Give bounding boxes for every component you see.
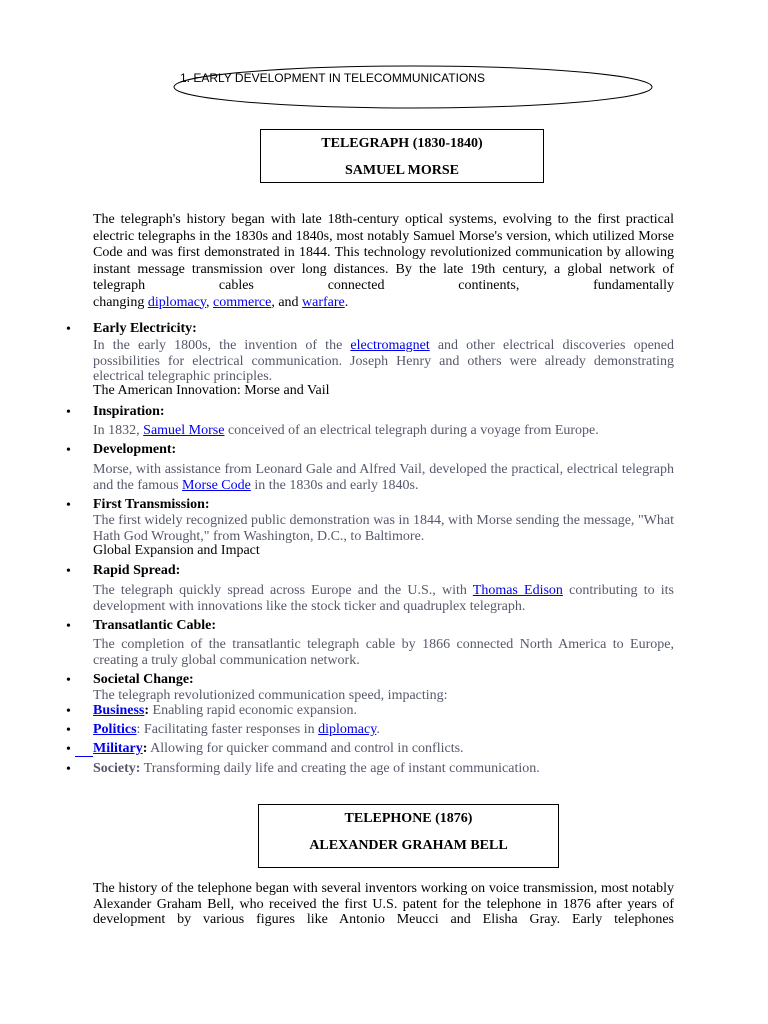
bullet-glyph: •: [66, 619, 71, 634]
rapid-spread-text-a: The telegraph quickly spread across Europe and the U.S., with: [93, 583, 473, 598]
leading-underline: [75, 756, 93, 757]
bullet-title-inspiration: Inspiration:: [93, 404, 165, 419]
period: .: [344, 294, 349, 310]
link-commerce[interactable]: commerce: [213, 294, 272, 310]
bullet-glyph: •: [66, 322, 71, 337]
leading-underline: [75, 722, 93, 738]
sub-bullet-society: [93, 761, 540, 777]
telegraph-title-box: [260, 129, 544, 183]
sep: , and: [271, 294, 303, 310]
telegraph-intro-last-line: [93, 295, 674, 312]
telephone-inventor: ALEXANDER GRAHAM BELL: [309, 838, 508, 853]
link-samuel-morse[interactable]: Samuel Morse: [143, 423, 225, 438]
bullet-title-transatlantic: Transatlantic Cable:: [93, 618, 217, 633]
link-diplomacy[interactable]: diplomacy: [147, 294, 207, 310]
bullet-glyph: •: [66, 443, 71, 458]
telephone-intro-paragraph: The history of the telephone began with several inventors working on voice transmission, most notably Alexander Graham Bell, who received the first U.S. patent for the telephone in 1876 after years of development by various figures like Antonio Meucci and Elisha Gray. Early telephones: [93, 881, 674, 927]
telegraph-intro-changing: changing: [93, 294, 148, 310]
society-label: Society:: [93, 761, 141, 776]
politics-text: : Facilitating faster responses in: [136, 722, 319, 737]
section-heading-oval: [172, 64, 654, 110]
period: .: [376, 722, 380, 737]
colon: :: [142, 741, 148, 756]
telegraph-title: TELEGRAPH (1830-1840): [321, 136, 483, 151]
bullet-glyph: •: [66, 405, 71, 420]
telephone-title-box: [258, 804, 559, 868]
sub-bullet-business: [93, 703, 357, 719]
societal-change-text: The telegraph revolutionized communication speed, impacting:: [93, 688, 448, 703]
development-text-a: Morse, with assistance from Leonard Gale and Alfred Vail, developed the practical, electrical telegraph and the famous: [93, 462, 674, 493]
link-diplomacy-2[interactable]: diplomacy: [318, 722, 377, 737]
inspiration-text-a: In 1832,: [93, 423, 144, 438]
link-military[interactable]: Military: [93, 741, 143, 756]
sub-bullet-military: [93, 741, 464, 757]
telegraph-intro-text: The telegraph's history began with late 18th-century optical systems, evolving to the first practical electric telegraphs in the 1830s and 1840s, most notably Samuel Morse's version, which utilized Morse Code and was first demonstrated in 1844. This technology revolutionized communication by allowing instant message transmission over long distances. By the late 19th century, a global network of telegraph cables connected continents, fundamentally: [93, 212, 674, 293]
rapid-spread-text-b: contributing to its development with innovations like the stock ticker and quadruplex telegraph.: [93, 583, 674, 614]
link-business[interactable]: Business: [93, 703, 145, 718]
bullet-glyph: •: [66, 704, 71, 719]
bullet-title-societal-change: Societal Change:: [93, 672, 194, 687]
early-electricity-text-a: In the early 1800s, the invention of the: [93, 338, 351, 353]
sep: ,: [206, 294, 214, 310]
bullet-glyph: •: [66, 673, 71, 688]
inspiration-text: [93, 423, 599, 439]
subheading-global-expansion: Global Expansion and Impact: [93, 543, 260, 558]
inspiration-text-b: conceived of an electrical telegraph during a voyage from Europe.: [224, 423, 599, 438]
link-politics[interactable]: Politics: [93, 722, 137, 737]
early-electricity-text-b: and other electrical discoveries opened possibilities for electrical communication. Joseph Henry and others were already demonstrating electrical telegraphic principles.: [93, 338, 674, 384]
link-electromagnet[interactable]: electromagnet: [350, 338, 430, 353]
first-transmission-text: The first widely recognized public demonstration was in 1844, with Morse sending the message, "What Hath God Wrought," from Washington, D.C., to Baltimore.: [93, 513, 674, 544]
bullet-title-development: Development:: [93, 442, 177, 457]
telegraph-intro-paragraph: [93, 212, 674, 311]
transatlantic-text: The completion of the transatlantic telegraph cable by 1866 connected North America to Europe, creating a truly global communication network.: [93, 637, 674, 668]
development-text-b: in the 1830s and early 1840s.: [250, 477, 419, 493]
bullet-glyph: •: [66, 723, 71, 738]
link-morse-code[interactable]: Morse Code: [182, 477, 251, 493]
bullet-title-early-electricity: Early Electricity:: [93, 321, 197, 336]
telegraph-inventor: SAMUEL MORSE: [345, 163, 459, 178]
rapid-spread-text: [93, 583, 674, 614]
bullet-glyph: •: [66, 742, 71, 757]
bullet-glyph: •: [66, 498, 71, 513]
colon: :: [144, 703, 150, 718]
link-thomas-edison[interactable]: Thomas Edison: [472, 583, 563, 598]
subheading-american-innovation: The American Innovation: Morse and Vail: [93, 383, 330, 398]
development-text: [93, 462, 674, 493]
business-text: Enabling rapid economic expansion.: [149, 703, 358, 718]
society-text: Transforming daily life and creating the age of instant communication.: [140, 761, 540, 776]
link-warfare[interactable]: warfare: [302, 294, 345, 310]
section-heading: 1. EARLY DEVELOPMENT IN TELECOMMUNICATIONS: [180, 71, 485, 85]
bullet-title-rapid-spread: Rapid Spread:: [93, 563, 181, 578]
telephone-title: TELEPHONE (1876): [344, 811, 473, 826]
early-electricity-text: [93, 338, 674, 385]
military-text: Allowing for quicker command and control in conflicts.: [147, 741, 464, 756]
bullet-glyph: •: [66, 564, 71, 579]
bullet-title-first-transmission: First Transmission:: [93, 497, 210, 512]
bullet-glyph: •: [66, 762, 71, 777]
sub-bullet-politics: [93, 722, 380, 738]
